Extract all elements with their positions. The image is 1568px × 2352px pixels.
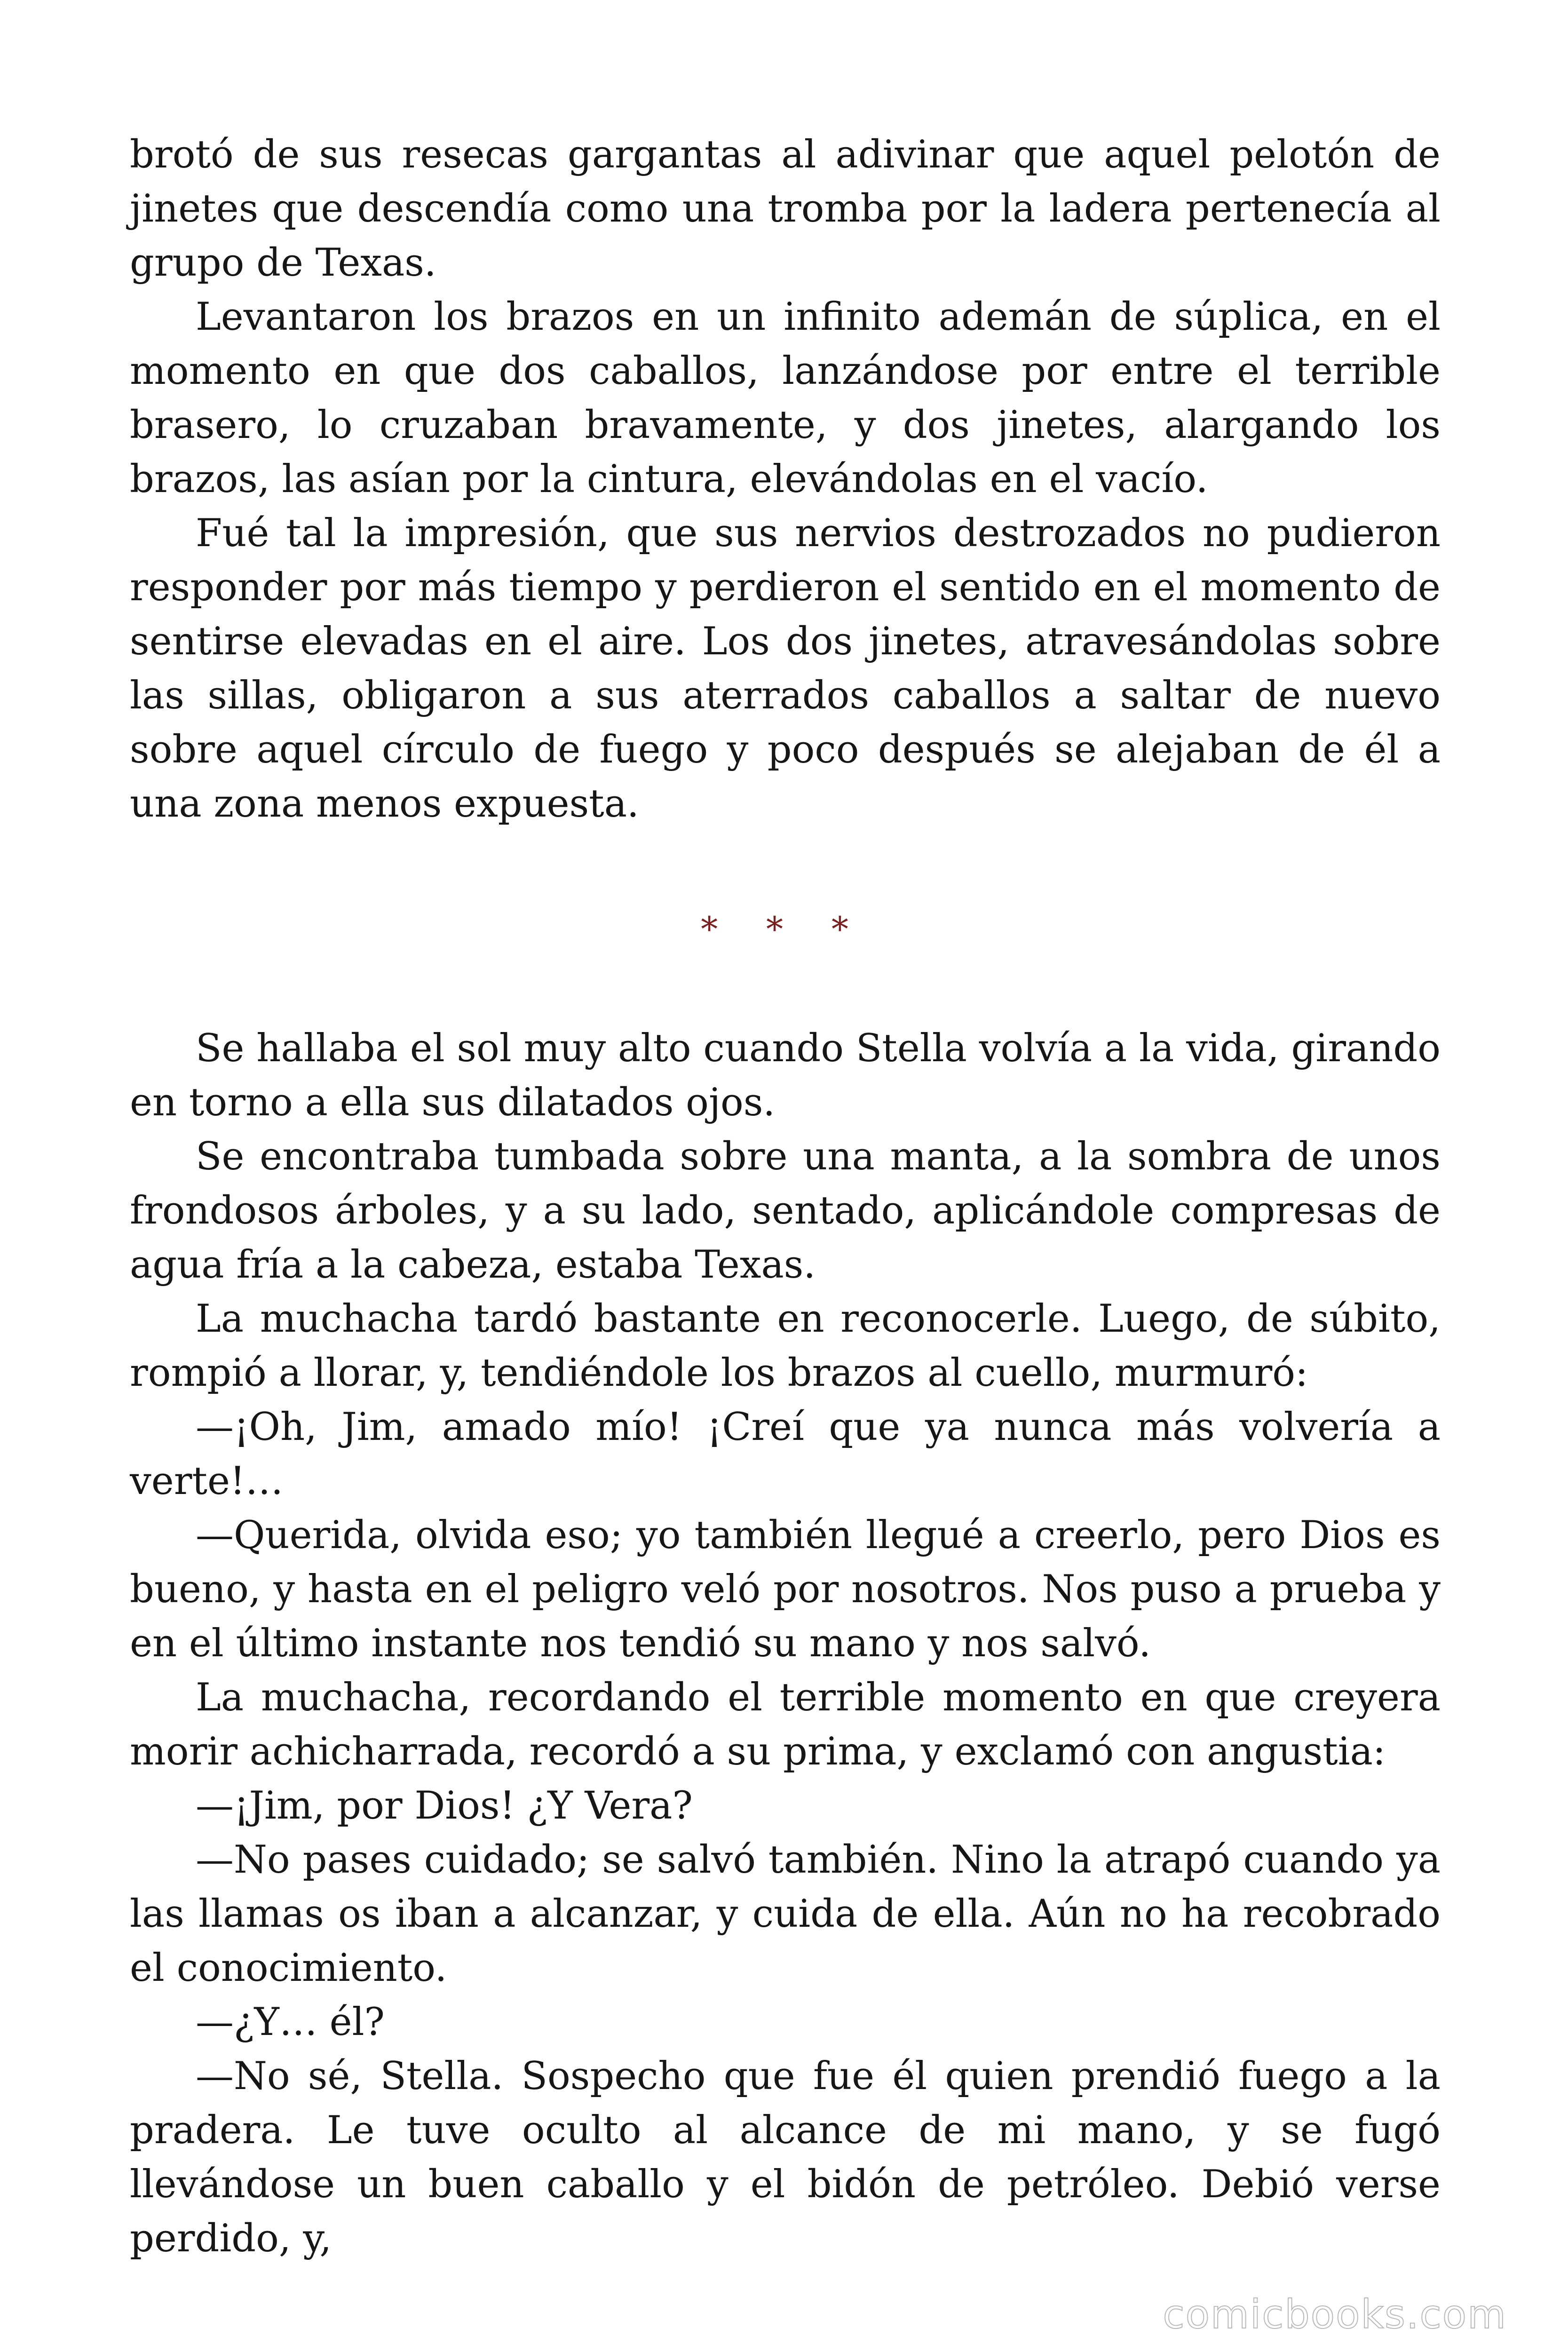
dialogue-line: —¡Oh, Jim, amado mío! ¡Creí que ya nunca más volvería a verte!…: [130, 1405, 1441, 1503]
paragraph: La muchacha, recordando el terrible momento en que creyera morir achicharrada, recordó a su prima, y exclamó con angustia:: [130, 1676, 1441, 1774]
paragraph: brotó de sus resecas gargantas al adivinar que aquel pelotón de jinetes que descendía como una tromba por la ladera pertenecía al grupo de Texas.: [130, 133, 1441, 285]
text-block-top: [130, 128, 1441, 831]
dialogue-line: —No sé, Stella. Sospecho que fue él quien prendió fuego a la pradera. Le tuve oculto al alcance de mi mano, y se fugó llevándose un buen caballo y el bidón de petróleo. Debió verse perdido, y,: [130, 2054, 1441, 2261]
text-block-bottom: [130, 1022, 1441, 2266]
paragraph: La muchacha tardó bastante en reconocerle. Luego, de súbito, rompió a llorar, y, tendiéndole los brazos al cuello, murmuró:: [130, 1297, 1441, 1395]
paragraph: Se encontraba tumbada sobre una manta, a la sombra de unos frondosos árboles, y a su lado, sentado, aplicándole compresas de agua fría a la cabeza, estaba Texas.: [130, 1135, 1441, 1287]
dialogue-line: —¿Y… él?: [196, 2000, 385, 2044]
watermark: comicbooks.com: [1163, 2291, 1507, 2337]
dialogue-line: —Querida, olvida eso; yo también llegué a creerlo, pero Dios es bueno, y hasta en el peligro veló por nosotros. Nos puso a prueba y en el último instante nos tendió su mano y nos salvó.: [130, 1513, 1441, 1666]
section-separator: * * *: [701, 909, 867, 949]
paragraph: Fué tal la impresión, que sus nervios destrozados no pudieron responder por más tiempo y perdieron el sentido en el momento de sentirse elevadas en el aire. Los dos jinetes, atravesándolas sobre las sillas, obligaron a sus aterrados caballos a saltar de nuevo sobre aquel círculo de fuego y poco después se alejaban de él a una zona menos expuesta.: [130, 511, 1441, 826]
dialogue-line: —No pases cuidado; se salvó también. Nino la atrapó cuando ya las llamas os iban a alcanzar, y cuida de ella. Aún no ha recobrado el conocimiento.: [130, 1838, 1441, 1990]
paragraph: Levantaron los brazos en un infinito ademán de súplica, en el momento en que dos caballos, lanzándose por entre el terrible brasero, lo cruzaban bravamente, y dos jinetes, alargando los brazos, las asían por la cintura, elevándolas en el vacío.: [130, 295, 1441, 501]
paragraph: Se hallaba el sol muy alto cuando Stella volvía a la vida, girando en torno a ella sus dilatados ojos.: [130, 1026, 1441, 1125]
dialogue-line: —¡Jim, por Dios! ¿Y Vera?: [196, 1784, 693, 1828]
